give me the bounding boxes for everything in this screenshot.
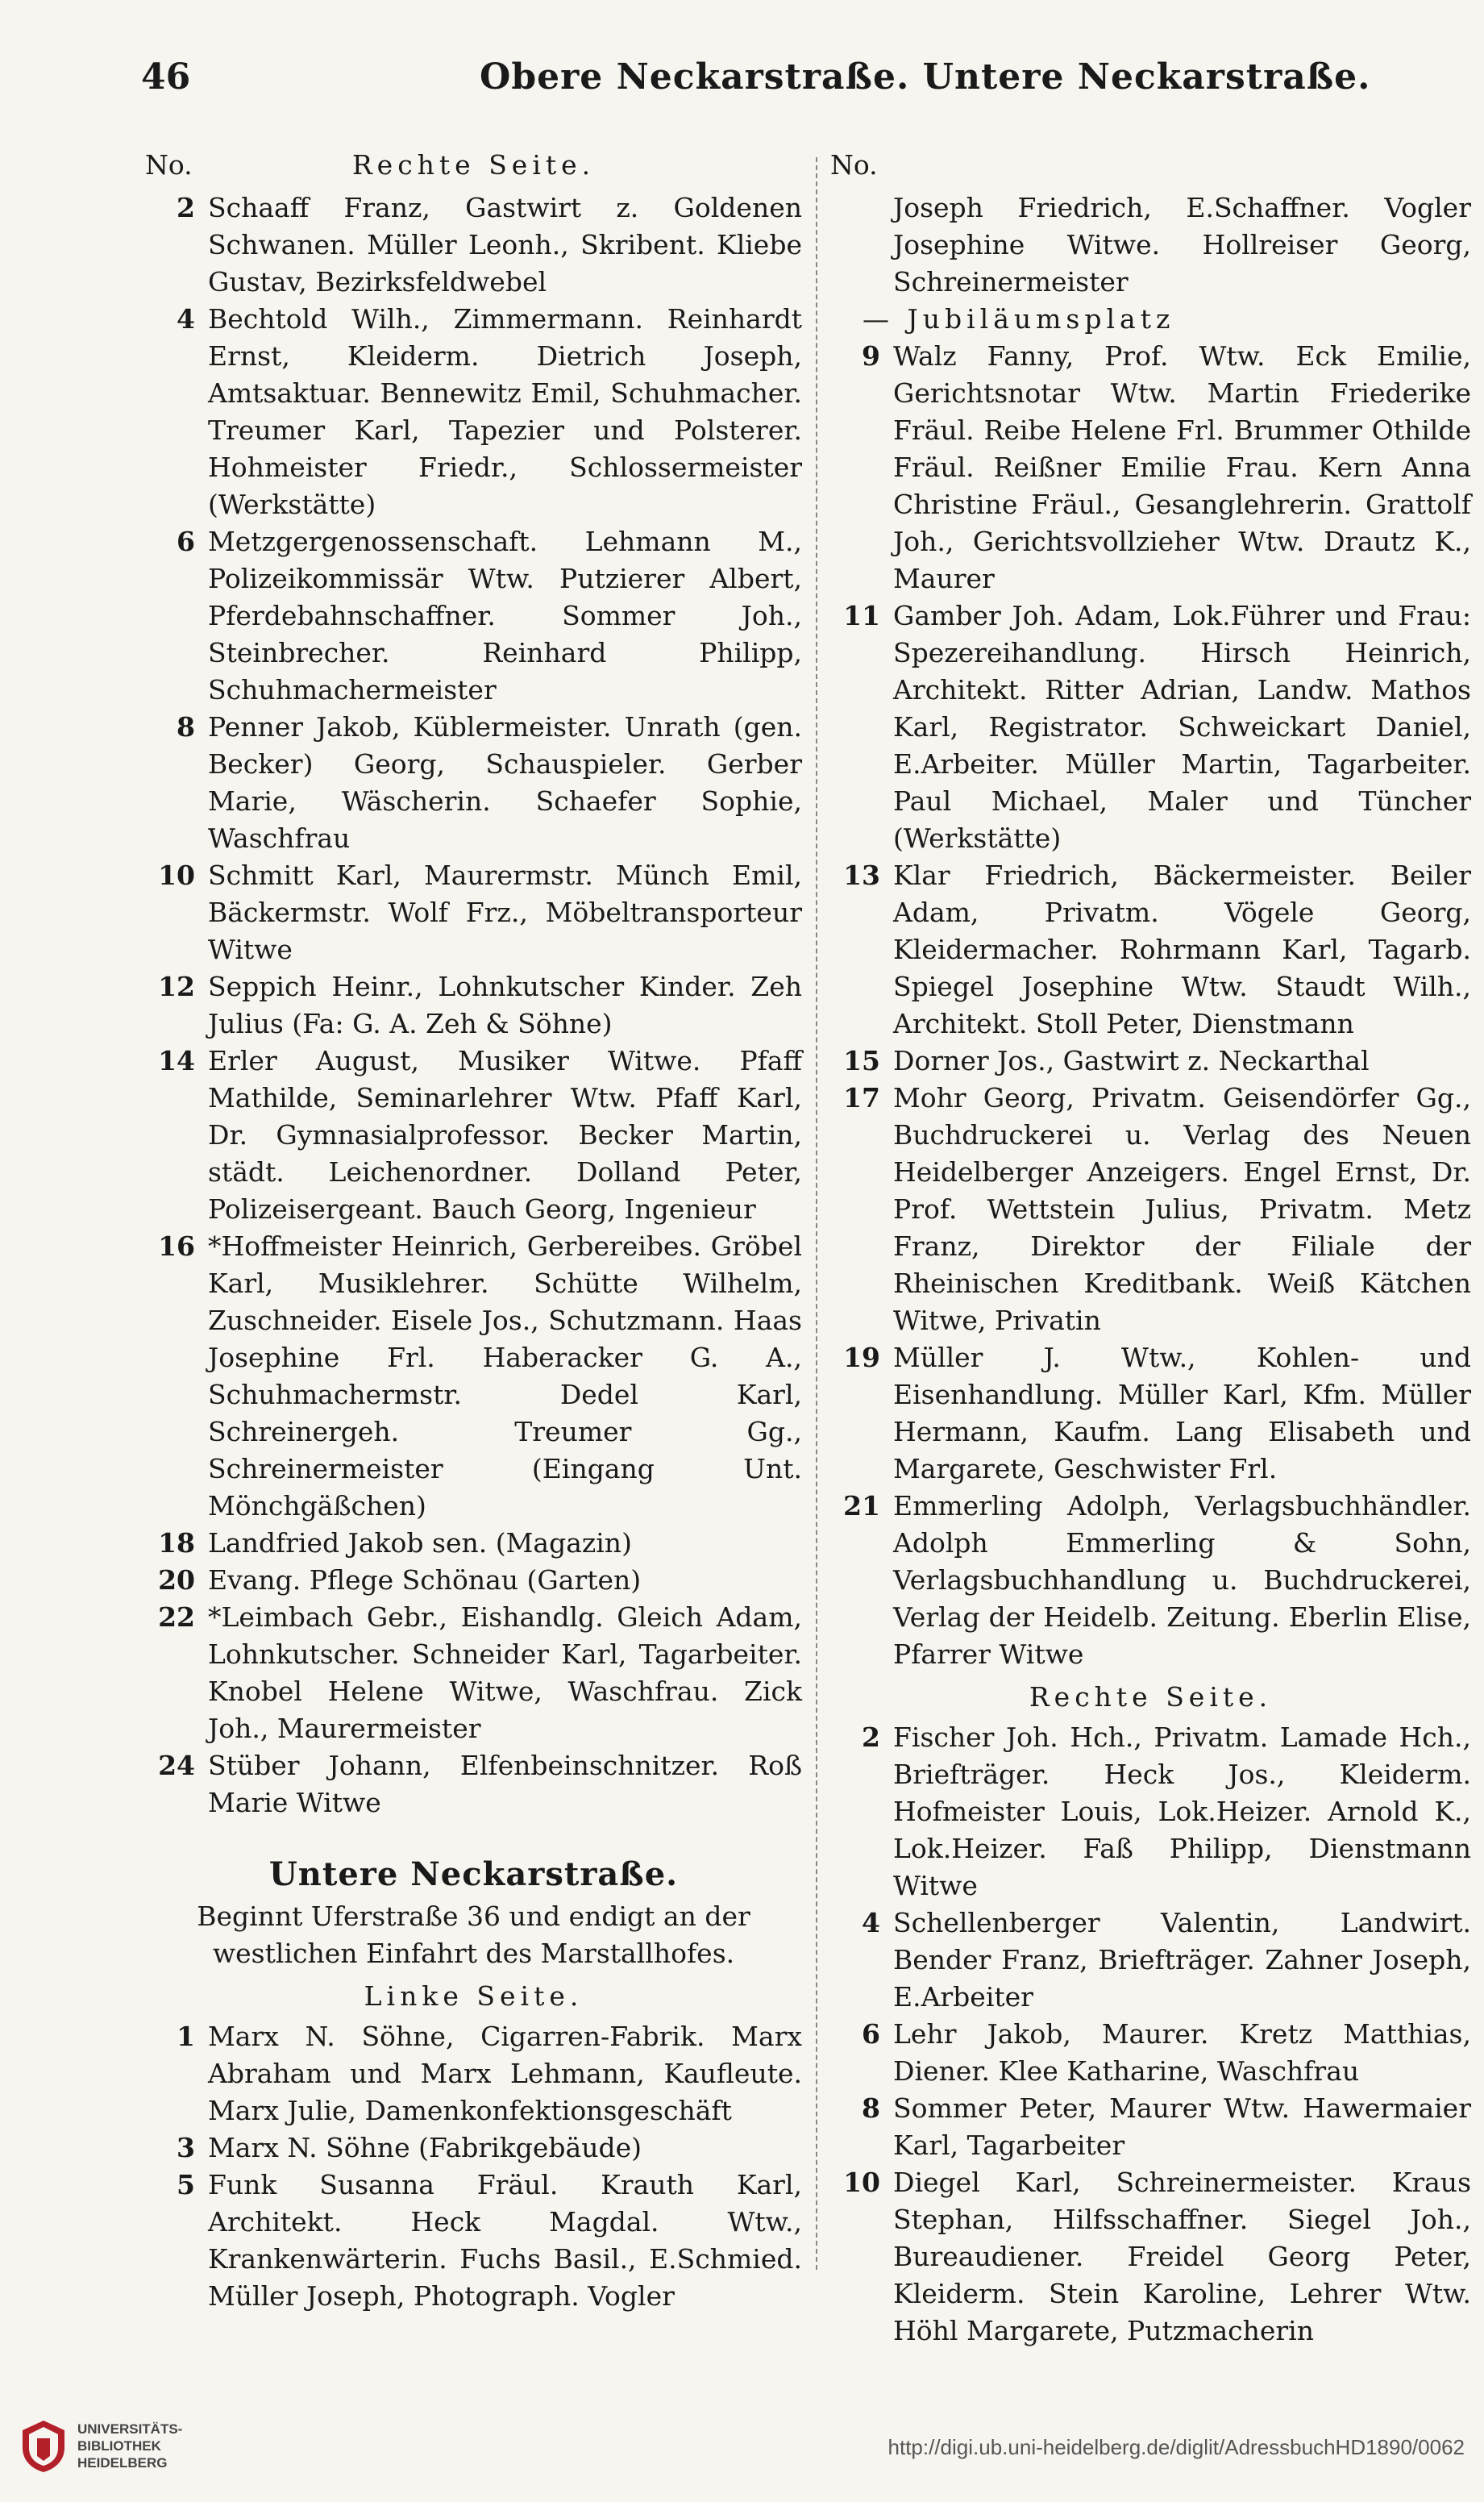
digitization-footer [0,2387,1484,2502]
no-label: No. [830,149,878,181]
entry-text: Klar Friedrich, Bäckermeister. Beiler Adam, Privatm. Vögele Georg, Kleidermacher. Rohrmann Karl, Tagarb. Spiegel Josephine Wtw. Staudt Wilh., Architekt. Stoll Peter, Dienstmann [893,860,1471,1039]
list-item [830,857,1471,1043]
list-item [830,1080,1471,1339]
list-item [830,2016,1471,2090]
house-number: 8 [862,2092,880,2124]
no-label: No. [145,149,193,181]
list-item [145,709,802,857]
entry-text: Dorner Jos., Gastwirt z. Neckarthal [893,1045,1370,1076]
house-number: 22 [158,1601,195,1633]
entry-text: Erler August, Musiker Witwe. Pfaff Mathilde, Seminarlehrer Wtw. Pfaff Karl, Dr. Gymnasialprofessor. Becker Martin, städt. Leichenordner. Dolland Peter, Polizeisergeant. Bauch Georg, Ingenieur [208,1045,802,1225]
list-item [830,1339,1471,1488]
house-number: 20 [158,1564,195,1596]
entry-list [830,1719,1471,2350]
entry-text: Stüber Johann, Elfenbeinschnitzer. Roß Marie Witwe [208,1750,802,1818]
house-number: 14 [158,1045,195,1076]
list-item [145,1562,802,1599]
entry-text: Marx N. Söhne, Cigarren-Fabrik. Marx Abraham und Marx Lehmann, Kaufleute. Marx Julie, Damenkonfektionsgeschäft [208,2021,802,2126]
column-divider [816,157,817,2270]
house-number: 12 [158,971,195,1002]
entry-text: Fischer Joh. Hch., Privatm. Lamade Hch., Briefträger. Heck Jos., Kleiderm. Hofmeister Louis, Lok.Heizer. Arnold K., Lok.Heizer. Faß Philipp, Dienstmann Witwe [893,1721,1471,1901]
entry-text: *Leimbach Gebr., Eishandlg. Gleich Adam, Lohnkutscher. Schneider Karl, Tagarbeiter. Knobel Helene Witwe, Waschfrau. Zick Joh., Maurermeister [208,1601,802,1744]
entry-text: Bechtold Wilh., Zimmermann. Reinhardt Ernst, Kleiderm. Dietrich Joseph, Amtsaktuar. Bennewitz Emil, Schuhmacher. Treumer Karl, Tapezier und Polsterer. Hohmeister Friedr., Schlossermeister (Werkstätte) [208,303,802,520]
list-item [145,2129,802,2167]
house-number: 13 [843,860,880,891]
library-name-line: BIBLIOTHEK [77,2438,161,2454]
entry-text: Diegel Karl, Schreinermeister. Kraus Stephan, Hilfsschaffner. Siegel Joh., Bureaudiener. Freidel Georg Peter, Kleiderm. Stein Karoline, Lehrer Wtw. Höhl Margarete, Putzmacherin [893,2167,1471,2346]
house-number: 10 [843,2167,880,2198]
house-number: 1 [177,2021,195,2052]
house-number: 3 [177,2132,195,2163]
entry-text: Seppich Heinr., Lohnkutscher Kinder. Zeh Julius (Fa: G. A. Zeh & Söhne) [208,971,802,1039]
list-item [145,1043,802,1228]
entry-text: Schaaff Franz, Gastwirt z. Goldenen Schwanen. Müller Leonh., Skribent. Kliebe Gustav, Bezirksfeldwebel [208,192,802,298]
house-number: 18 [158,1527,195,1559]
house-number: 10 [158,860,195,891]
house-number: 2 [177,192,195,223]
running-title: Obere Neckarstraße. Untere Neckarstraße. [480,56,1371,98]
list-item [145,857,802,968]
house-number: 16 [158,1230,195,1262]
street-section [145,1855,802,2315]
list-item [145,2018,802,2129]
house-number: 24 [158,1750,195,1781]
list-item [830,2164,1471,2350]
side-label: Linke Seite. [364,1980,584,2012]
house-number: 9 [862,340,880,372]
library-name [77,2421,182,2471]
list-item [830,1719,1471,1905]
entry-text: Landfried Jakob sen. (Magazin) [208,1527,632,1559]
list-item [145,1525,802,1562]
side-label: Rechte Seite. [351,149,596,181]
section-description: Beginnt Uferstraße 36 und endigt an der westlichen Einfahrt des Marstallhofes. [197,1900,750,1969]
column-heading [145,149,802,189]
entry-text: Schmitt Karl, Maurermstr. Münch Emil, Bäckermstr. Wolf Frz., Möbeltransporteur Witwe [208,860,802,965]
library-name-line: UNIVERSITÄTS- [77,2421,183,2437]
section-title: Untere Neckarstraße. [268,1855,679,1893]
list-item [145,1228,802,1525]
entry-text: Penner Jakob, Küblermeister. Unrath (gen. Becker) Georg, Schauspieler. Gerber Marie, Wäscherin. Schaefer Sophie, Waschfrau [208,711,802,854]
house-number: 15 [843,1045,880,1076]
side-label: Rechte Seite. [1029,1681,1273,1713]
entry-text: Walz Fanny, Prof. Wtw. Eck Emilie, Gerichtsnotar Wtw. Martin Friederike Fräul. Reibe Helene Frl. Brummer Othilde Fräul. Reißner Emilie Frau. Kern Anna Christine Fräul., Gesanglehrerin. Grattolf Joh., Gerichtsvollzieher Wtw. Drautz K., Maurer [893,340,1471,594]
entry-text: Emmerling Adolph, Verlagsbuchhändler. Adolph Emmerling & Sohn, Verlagsbuchhandlung u. Buchdruckerei, Verlag der Heidelb. Zeitung. Eberlin Elise, Pfarrer Witwe [893,1490,1471,1670]
house-number: 11 [843,600,880,631]
house-number: 4 [177,303,195,335]
list-item [145,523,802,709]
house-number: 2 [862,1721,880,1753]
list-item [145,2167,802,2315]
entry-text: Mohr Georg, Privatm. Geisendörfer Gg., Buchdruckerei u. Verlag des Neuen Heidelberger Anzeigers. Engel Ernst, Dr. Prof. Wettstein Julius, Privatm. Metz Franz, Direktor der Filiale der Rheinischen Kreditbank. Weiß Kätchen Witwe, Privatin [893,1082,1471,1336]
list-item [830,1043,1471,1080]
entry-text: Metzgergenossenschaft. Lehmann M., Polizeikommissär Wtw. Putzierer Albert, Pferdebahnschaffner. Sommer Joh., Steinbrecher. Reinhard Philipp, Schuhmachermeister [208,526,802,706]
left-column [145,149,802,2315]
column-heading [830,149,1471,189]
list-item [145,1747,802,1821]
entry-list [830,338,1471,1673]
list-item [830,597,1471,857]
entry-text: Evang. Pflege Schönau (Garten) [208,1564,642,1596]
house-number: 5 [177,2169,195,2200]
entry-text: Schellenberger Valentin, Landwirt. Bender Franz, Briefträger. Zahner Joseph, E.Arbeiter [893,1907,1471,2013]
list-item [830,2090,1471,2164]
list-item [145,968,802,1043]
entry-text: Müller J. Wtw., Kohlen- und Eisenhandlung. Müller Karl, Kfm. Müller Hermann, Kaufm. Lang Elisabeth und Margarete, Geschwister Frl. [893,1342,1471,1484]
entry-text: Sommer Peter, Maurer Wtw. Hawermaier Karl, Tagarbeiter [893,2092,1471,2161]
house-number: 19 [843,1342,880,1373]
house-number: 6 [177,526,195,557]
library-logo-icon [19,2419,68,2474]
list-item [830,1905,1471,2016]
house-number: 21 [843,1490,880,1522]
house-number: 17 [843,1082,880,1114]
list-item [145,301,802,523]
entry-text: Gamber Joh. Adam, Lok.Führer und Frau: Spezereihandlung. Hirsch Heinrich, Architekt. Ritter Adrian, Landw. Mathos Karl, Registrator. Schweickart Daniel, E.Arbeiter. Müller Martin, Tagarbeiter. Paul Michael, Maler und Tüncher (Werkstätte) [893,600,1471,854]
entry-list [145,189,802,1821]
house-number: 8 [177,711,195,743]
entry-text: Lehr Jakob, Maurer. Kretz Matthias, Diener. Klee Katharine, Waschfrau [893,2018,1471,2087]
house-number: 4 [862,1907,880,1938]
page-header [141,50,1371,123]
list-item [145,189,802,301]
entry-text: Marx N. Söhne (Fabrikgebäude) [208,2132,642,2163]
list-item [145,1599,802,1747]
entry-text: Funk Susanna Fräul. Krauth Karl, Architekt. Heck Magdal. Wtw., Krankenwärterin. Fuchs Basil., E.Schmied. Müller Joseph, Photograph. Vogler [208,2169,802,2312]
house-number: 6 [862,2018,880,2050]
continuation-text: Joseph Friedrich, E.Schaffner. Vogler Josephine Witwe. Hollreiser Georg, Schreinermeister [893,192,1471,298]
page-number: 46 [141,56,191,98]
right-column [830,149,1471,2350]
list-item [830,1488,1471,1673]
place-separator: — Jubiläumsplatz [863,303,1175,335]
entry-text: *Hoffmeister Heinrich, Gerbereibes. Gröbel Karl, Musiklehrer. Schütte Wilhelm, Zuschneider. Eisele Jos., Schutzmann. Haas Josephine Frl. Haberacker G. A., Schuhmachermstr. Dedel Karl, Schreinergeh. Treumer Gg., Schreinermeister (Eingang Unt. Mönchgäßchen) [208,1230,802,1522]
library-name-line: HEIDELBERG [77,2455,168,2471]
list-item [830,338,1471,597]
source-url-link[interactable]: http://digi.ub.uni-heidelberg.de/diglit/AdressbuchHD1890/0062 [887,2435,1465,2459]
